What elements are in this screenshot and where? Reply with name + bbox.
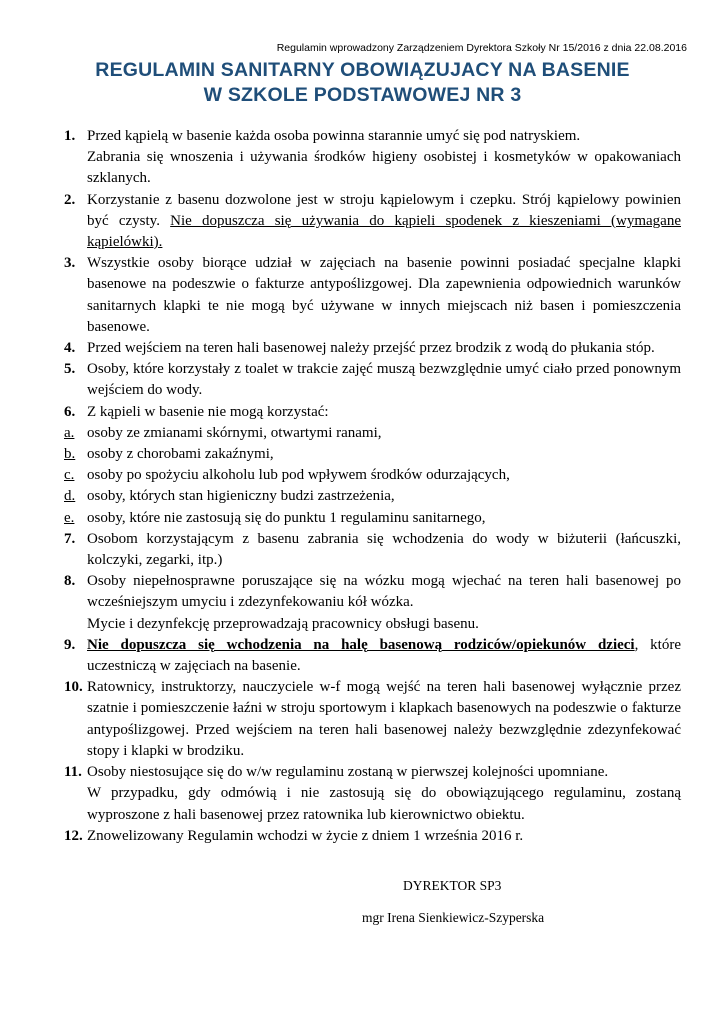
rule-text: Mycie i dezynfekcję przeprowadzają pracownicy obsługi basenu. <box>87 615 479 632</box>
rule-text: W przypadku, gdy odmówią i nie zastosują się do obowiązującego regulaminu, zostaną wyproszone z hali basenowej przez ratownika lub kierownictwo obiektu. <box>87 785 681 823</box>
rule-text-plain: Korzystanie z basenu dozwolone jest w stroju kąpielowym i czepku. Strój kąpielowy powinien być czysty. <box>87 191 681 229</box>
signature-role: DYREKTOR SP3 <box>403 878 502 893</box>
rule-11 <box>64 762 681 826</box>
rule-12 <box>64 826 681 847</box>
rule-text: Przed kąpielą w basenie każda osoba powinna starannie umyć się pod natryskiem. <box>87 128 581 144</box>
header-note: Regulamin wprowadzony Zarządzeniem Dyrektora Szkoły Nr 15/2016 z dnia 22.08.2016 <box>276 42 687 54</box>
signature-name: mgr Irena Sienkiewicz-Szyperska <box>362 910 545 925</box>
list-item-text: osoby, które nie zastosują się do punktu 1 regulaminu sanitarnego, <box>87 509 486 526</box>
rule-number: 12. <box>64 827 83 844</box>
rule-1 <box>64 126 681 190</box>
rule-5 <box>64 359 681 401</box>
rule-number: 5. <box>64 361 76 378</box>
rule-10 <box>64 677 681 762</box>
page-title <box>0 58 725 108</box>
rule-text: Zabrania się wnoszenia i używania środków higieny osobistej i kosmetyków w opakowaniach szklanych. <box>87 149 681 187</box>
rule-4 <box>64 338 681 359</box>
rule-number: 8. <box>64 573 76 590</box>
rule-text: Osoby, które korzystały z toalet w trakcie zajęć muszą bezwzględnie umyć ciało przed ponownym wejściem do wody. <box>87 361 681 399</box>
rule-number: 2. <box>64 191 76 208</box>
list-item-text: osoby po spożyciu alkoholu lub pod wpływem środków odurzających, <box>87 467 510 484</box>
list-item-text: osoby, których stan higieniczny budzi zastrzeżenia, <box>87 488 395 505</box>
rule-text: Osoby niestosujące się do w/w regulaminu zostaną w pierwszej kolejności upomniane. <box>87 764 609 781</box>
title-line-1: REGULAMIN SANITARNY OBOWIĄZUJACY NA BASENIE <box>95 59 630 81</box>
rule-text: Znowelizowany Regulamin wchodzi w życie z dniem 1 września 2016 r. <box>87 827 524 844</box>
rule-number: 1. <box>64 128 76 144</box>
list-item <box>64 423 681 444</box>
rule-7 <box>64 529 681 571</box>
title-line-2: W SZKOLE PODSTAWOWEJ NR 3 <box>203 84 522 106</box>
rule-text: Przed wejściem na teren hali basenowej należy przejść przez brodzik z wodą do płukania stóp. <box>87 340 655 357</box>
list-item-letter: b. <box>64 446 76 463</box>
rule-text: Osobom korzystającym z basenu zabrania się wchodzenia do wody w biżuterii (łańcuszki, kolczyki, zegarki, itp.) <box>87 530 681 569</box>
rule-text-underlined: Nie dopuszcza się używania do kąpieli spodenek z kieszeniami (wymagane kąpielówki). <box>87 212 681 251</box>
rule-number: 11. <box>64 764 82 781</box>
rule-8 <box>64 571 681 635</box>
list-item <box>64 508 681 529</box>
rule-number: 6. <box>64 403 76 420</box>
rule-number: 7. <box>64 530 76 547</box>
list-item-text: osoby ze zmianami skórnymi, otwartymi ranami, <box>87 424 382 441</box>
rule-text: Z kąpieli w basenie nie mogą korzystać: <box>87 403 329 420</box>
list-item <box>64 444 681 465</box>
rule-number: 4. <box>64 340 76 357</box>
rule-text: Ratownicy, instruktorzy, nauczyciele w-f mogą wejść na teren hali basenowej wyłącznie przez szatnie i pomieszczenie łaźni w stroju sportowym i klapkach basenowych na podeszwie o fakturze antypoślizgowej. Przed wejściem na teren hali basenowej należy bezwzględnie zdezynfekować stopy i klapki w brodziku. <box>87 679 681 759</box>
rule-text <box>87 635 681 677</box>
rule-text-underlined: Nie dopuszcza się wchodzenia na halę basenową rodziców/opiekunów dzieci <box>87 636 635 653</box>
rule-6 <box>64 402 681 423</box>
rule-text: Osoby niepełnosprawne poruszające się na wózku mogą wjechać na teren hali basenowej po wcześniejszym umyciu i zdezynfekowaniu kół wózka. <box>87 573 681 611</box>
list-item-letter: d. <box>64 488 76 505</box>
list-item-text: osoby z chorobami zakaźnymi, <box>87 446 274 463</box>
rule-number: 9. <box>64 636 76 653</box>
rule-9 <box>64 635 681 677</box>
rule-number: 3. <box>64 255 76 272</box>
rule-number: 10. <box>64 679 83 696</box>
list-item-letter: e. <box>64 509 75 526</box>
rule-3 <box>64 253 681 338</box>
rules-list <box>64 126 681 847</box>
list-item <box>64 465 681 486</box>
list-item-letter: c. <box>64 467 75 484</box>
rule-text <box>87 190 681 254</box>
rule-2 <box>64 190 681 254</box>
rule-text: Wszystkie osoby biorące udział w zajęciach na basenie powinni posiadać specjalne klapki basenowe na podeszwie o fakturze antypoślizgowej. Dla zapewnienia odpowiednich warunków sanitarnych klapki te nie mogą być używane w innych miejscach niż basen i pomieszczenia basenowe. <box>87 255 681 335</box>
list-item <box>64 486 681 507</box>
list-item-letter: a. <box>64 424 75 441</box>
rule-text-plain: , które uczestniczą w zajęciach na basenie. <box>87 636 681 675</box>
